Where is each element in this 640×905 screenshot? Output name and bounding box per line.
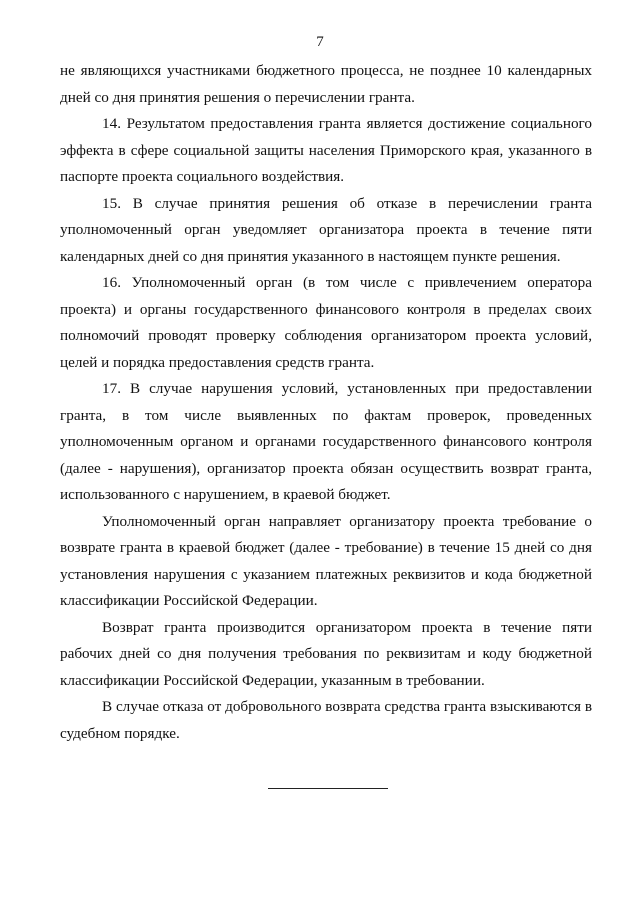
paragraph-court-recovery: В случае отказа от добровольного возврата средства гранта взыскиваются в судебном порядке. bbox=[60, 698, 592, 742]
paragraph-requirement-notice: Уполномоченный орган направляет организатору проекта требование о возврате гранта в краевой бюджет (далее - требование) в течение 15 дней со дня установления нарушения с указанием платежных реквизитов и кода бюджетной классификации Российской Федерации. bbox=[60, 512, 592, 609]
end-separator-line bbox=[268, 788, 388, 789]
page-number: 7 bbox=[316, 34, 324, 50]
paragraph-15: 15. В случае принятия решения об отказе в перечислении гранта уполномоченный орган уведомляет организатора проекта в течение пяти календарных дней со дня принятия указанного в настоящем пункте решения. bbox=[60, 194, 592, 265]
paragraph-16: 16. Уполномоченный орган (в том числе с привлечением оператора проекта) и органы государственного финансового контроля в пределах своих полномочий проводят проверку соблюдения организатором проекта условий, целей и порядка предоставления средств гранта. bbox=[60, 274, 592, 371]
paragraph-17: 17. В случае нарушения условий, установленных при предоставлении гранта, в том числе выявленных по фактам проверок, проведенных уполномоченным органом и органами государственного финансового контроля (далее - нарушения), организатор проекта обязан осуществить возврат гранта, использованного с нарушением, в краевой бюджет. bbox=[60, 380, 592, 503]
paragraph-continuation: не являющихся участниками бюджетного процесса, не позднее 10 календарных дней со дня принятия решения о перечислении гранта. bbox=[60, 62, 592, 106]
document-body bbox=[60, 58, 592, 747]
paragraph-grant-return: Возврат гранта производится организатором проекта в течение пяти рабочих дней со дня получения требования по реквизитам и коду бюджетной классификации Российской Федерации, указанным в требовании. bbox=[60, 618, 592, 689]
paragraph-14: 14. Результатом предоставления гранта является достижение социального эффекта в сфере социальной защиты населения Приморского края, указанного в паспорте проекта социального воздействия. bbox=[60, 115, 592, 185]
